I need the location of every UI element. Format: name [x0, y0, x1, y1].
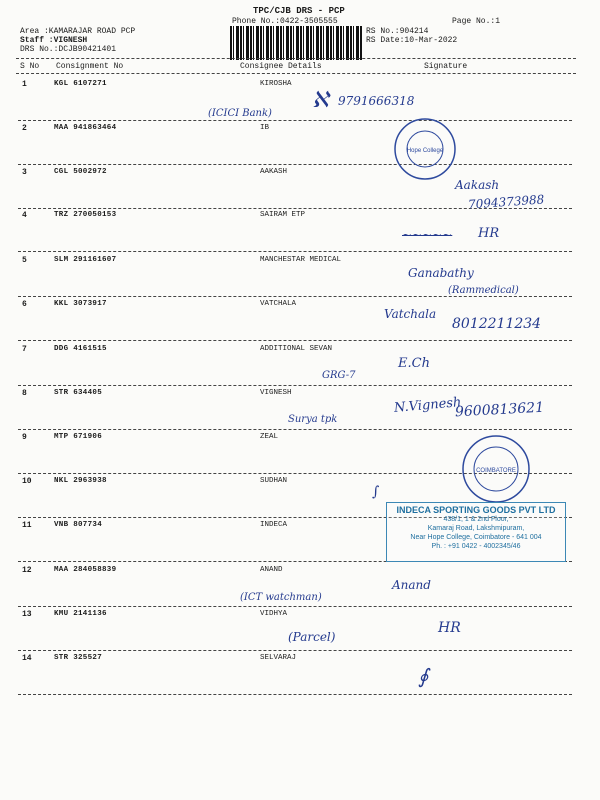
col-sno: S No — [20, 62, 40, 71]
row-sno: 9 — [22, 433, 27, 442]
row-consignee: ZEAL — [260, 433, 279, 441]
row-sno: 10 — [22, 477, 32, 486]
handwritten-signature-1: ℵ — [312, 88, 329, 113]
table-row — [0, 211, 600, 256]
row-divider — [18, 251, 572, 252]
row-consignee: IB — [260, 124, 270, 132]
stamp-line: Kamaraj Road, Lakshmipuram, — [427, 525, 525, 532]
company-seal-text: COIMBATORE — [476, 468, 516, 474]
handwritten-aakash: Aakash — [455, 178, 500, 192]
row-consignment: MAA 284058839 — [54, 566, 117, 574]
table-row — [0, 80, 600, 125]
area-label: Area :KAMARAJAR ROAD PCP — [20, 27, 136, 36]
row-divider — [18, 694, 572, 695]
row-divider — [18, 650, 572, 651]
stamp-line: Near Hope College, Coimbatore - 641 004 — [410, 534, 542, 541]
row-consignee: MANCHESTAR MEDICAL — [260, 256, 342, 264]
handwritten-ech: E.Ch — [398, 356, 430, 371]
stamp-company: INDECA SPORTING GOODS PVT LTD — [396, 505, 556, 515]
bank-seal — [392, 116, 458, 182]
handwritten-ganabathy: Ganabathy — [408, 266, 474, 280]
row-sno: 2 — [22, 124, 27, 133]
row-consignment: CGL 5002972 — [54, 168, 107, 176]
company-round-seal — [460, 433, 532, 505]
row-consignment: STR 325527 — [54, 654, 103, 662]
row-sno: 12 — [22, 566, 32, 575]
row-consignee: VIGNESH — [260, 389, 292, 397]
handwritten-vatchala-phone: 8012211234 — [452, 316, 542, 332]
drs-number: DRS No.:DCJB90421401 — [20, 45, 117, 54]
row-divider — [18, 385, 572, 386]
drs-title: TPC/CJB DRS - PCP — [253, 6, 345, 16]
row-divider — [18, 164, 572, 165]
col-consignee: Consignee Details — [240, 62, 322, 71]
bank-seal-text: Hope College — [406, 148, 444, 154]
row-consignment: SLM 291161607 — [54, 256, 117, 264]
row-consignment: KGL 6107271 — [54, 80, 107, 88]
row-divider — [18, 120, 572, 121]
page-number: Page No.:1 — [452, 17, 501, 26]
row-consignment: KKL 3073917 — [54, 300, 107, 308]
row-consignee: SUDHAN — [260, 477, 288, 485]
row-consignment: MAA 941863464 — [54, 124, 117, 132]
row-consignment: VNB 807734 — [54, 521, 103, 529]
stamp-line: Ph. : +91 0422 - 4002345/46 — [431, 543, 521, 550]
divider — [16, 58, 576, 59]
handwritten-phone-1: 9791666318 — [338, 94, 415, 108]
row-consignee: AAKASH — [260, 168, 288, 176]
table-row — [0, 654, 600, 699]
rs-number: RS No.:904214 — [366, 27, 429, 36]
handwritten-rammedical: (Rammedical) — [448, 285, 519, 296]
row-sno: 6 — [22, 300, 27, 309]
row-divider — [18, 429, 572, 430]
handwritten-surya: Surya tpk — [288, 414, 338, 425]
handwritten-vignesh-phone: 9600813621 — [454, 399, 545, 421]
barcode — [230, 26, 362, 60]
scribble-icon: ~~~~~ — [402, 228, 453, 242]
row-divider — [18, 606, 572, 607]
handwritten-signature-sudhan: ∫ — [372, 484, 380, 500]
row-consignee: ADDITIONAL SEVAN — [260, 345, 333, 353]
table-row — [0, 566, 600, 611]
table-row — [0, 124, 600, 169]
row-divider — [18, 340, 572, 341]
handwritten-note-icici: (ICICI Bank) — [208, 108, 272, 119]
col-signature: Signature — [424, 62, 468, 71]
handwritten-parcel: (Parcel) — [288, 630, 336, 644]
handwritten-vatchala: Vatchala — [384, 307, 437, 321]
row-consignment: MTP 671906 — [54, 433, 103, 441]
handwritten-signature-selvaraj: ∮ — [418, 664, 429, 688]
row-consignee: KIROSHA — [260, 80, 292, 88]
row-sno: 1 — [22, 80, 27, 89]
col-consignment: Consignment No — [56, 62, 124, 71]
handwritten-vignesh: N.Vignesh — [393, 395, 462, 416]
row-consignee: SELVARAJ — [260, 654, 297, 662]
company-stamp — [386, 502, 566, 562]
rs-date: RS Date:10-Mar-2022 — [366, 36, 458, 45]
row-sno: 4 — [22, 211, 27, 220]
row-sno: 8 — [22, 389, 27, 398]
handwritten-grg: GRG-7 — [322, 370, 356, 381]
row-consignment: DDG 4161515 — [54, 345, 107, 353]
handwritten-anand: Anand — [392, 578, 431, 592]
table-row — [0, 345, 600, 390]
row-consignee: SAIRAM ETP — [260, 211, 306, 219]
row-sno: 14 — [22, 654, 32, 663]
divider — [16, 73, 576, 74]
row-consignment: STR 634405 — [54, 389, 103, 397]
staff-label: Staff :VIGNESH — [20, 36, 88, 45]
handwritten-aakash-phone: 7094373988 — [467, 192, 545, 212]
stamp-line: 438/1, 1 & 2nd Floor, — [443, 516, 509, 523]
row-sno: 7 — [22, 345, 27, 354]
row-consignee: INDECA — [260, 521, 288, 529]
row-sno: 13 — [22, 610, 32, 619]
row-consignment: KMU 2141136 — [54, 610, 107, 618]
row-divider — [18, 296, 572, 297]
row-consignment: NKL 2963938 — [54, 477, 107, 485]
row-consignee: VIDHYA — [260, 610, 288, 618]
handwritten-hr-2: HR — [438, 620, 461, 636]
row-sno: 5 — [22, 256, 27, 265]
row-sno: 11 — [22, 521, 32, 530]
handwritten-hr-1: HR — [478, 226, 500, 241]
row-consignee: ANAND — [260, 566, 283, 574]
phone-number: Phone No.:0422-3505555 — [232, 17, 338, 26]
row-consignment: TRZ 270050153 — [54, 211, 117, 219]
row-consignee: VATCHALA — [260, 300, 297, 308]
row-sno: 3 — [22, 168, 27, 177]
handwritten-watchman: (ICT watchman) — [240, 592, 322, 603]
